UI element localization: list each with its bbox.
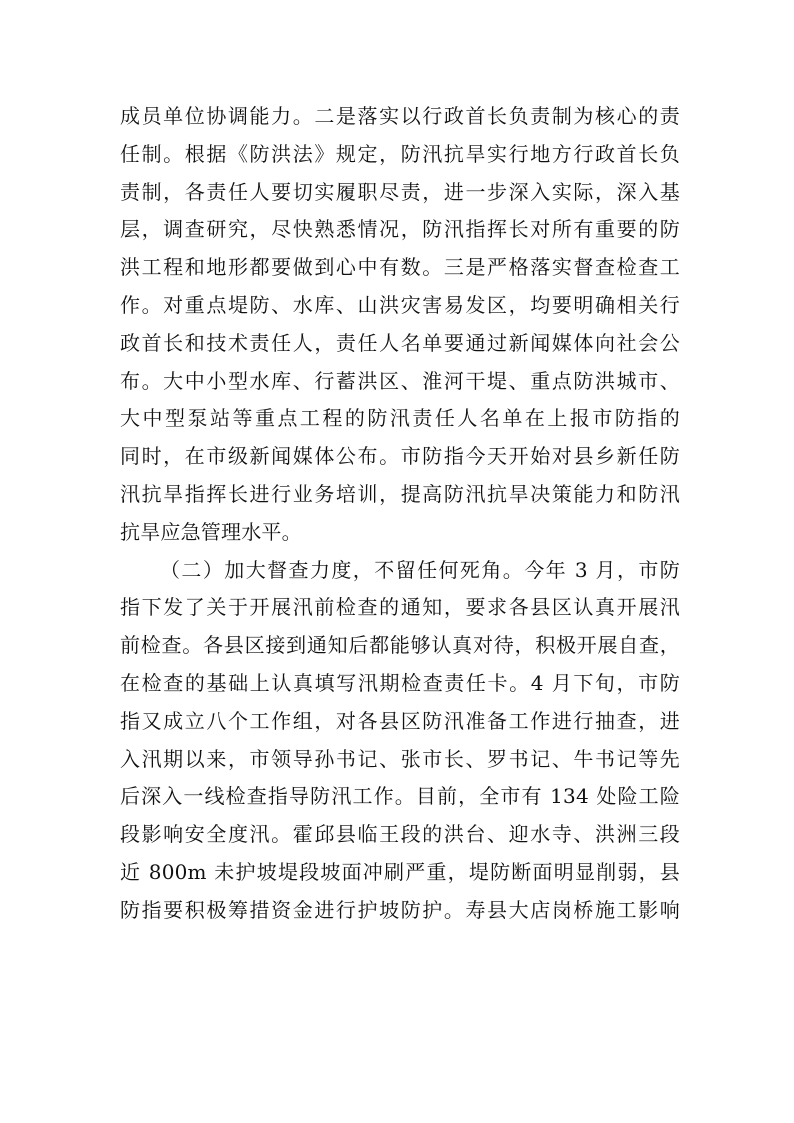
text-line: 任制。根据《防洪法》规定，防汛抗旱实行地方行政首长负 [120,141,680,166]
text-line: 大中型泵站等重点工程的防汛责任人名单在上报市防指的 [120,406,680,431]
text-line: 入汛期以来，市领导孙书记、张市长、罗书记、牛书记等先 [120,746,680,771]
paragraph-end-line: 抗旱应急管理水平。 [120,519,302,544]
text-line: 同时，在市级新闻媒体公布。市防指今天开始对县乡新任防 [120,444,680,469]
text-line: 层，调查研究，尽快熟悉情况，防汛指挥长对所有重要的防 [120,217,680,242]
text-line: 汛抗旱指挥长进行业务培训，提高防汛抗旱决策能力和防汛 [120,481,680,506]
text-line: 布。大中小型水库、行蓄洪区、淮河干堤、重点防洪城市、 [120,368,680,393]
text-line: 段影响安全度汛。霍邱县临王段的洪台、迎水寺、洪洲三段 [120,822,680,847]
text-line: 指又成立八个工作组，对各县区防汛准备工作进行抽查，进 [120,708,680,733]
text-line: 指下发了关于开展汛前检查的通知，要求各县区认真开展汛 [120,595,680,620]
text-line: 后深入一线检查指导防汛工作。目前，全市有 134 处险工险 [120,784,680,809]
section-heading-line: （二）加大督查力度，不留任何死角。今年 3 月，市防 [160,557,680,582]
text-line: 责制，各责任人要切实履职尽责，进一步深入实际，深入基 [120,179,680,204]
text-line: 前检查。各县区接到通知后都能够认真对待，积极开展自查， [120,633,680,658]
text-line: 近 800m 未护坡堤段坡面冲刷严重，堤防断面明显削弱，县 [120,859,680,884]
text-line: 政首长和技术责任人，责任人名单要通过新闻媒体向社会公 [120,330,680,355]
text-line: 在检查的基础上认真填写汛期检查责任卡。4 月下旬，市防 [120,670,680,695]
text-line: 防指要积极筹措资金进行护坡防护。寿县大店岗桥施工影响 [120,897,680,922]
text-line: 作。对重点堤防、水库、山洪灾害易发区，均要明确相关行 [120,292,680,317]
text-line: 洪工程和地形都要做到心中有数。三是严格落实督查检查工 [120,255,680,280]
text-line: 成员单位协调能力。二是落实以行政首长负责制为核心的责 [120,104,680,128]
body-text [120,98,680,930]
